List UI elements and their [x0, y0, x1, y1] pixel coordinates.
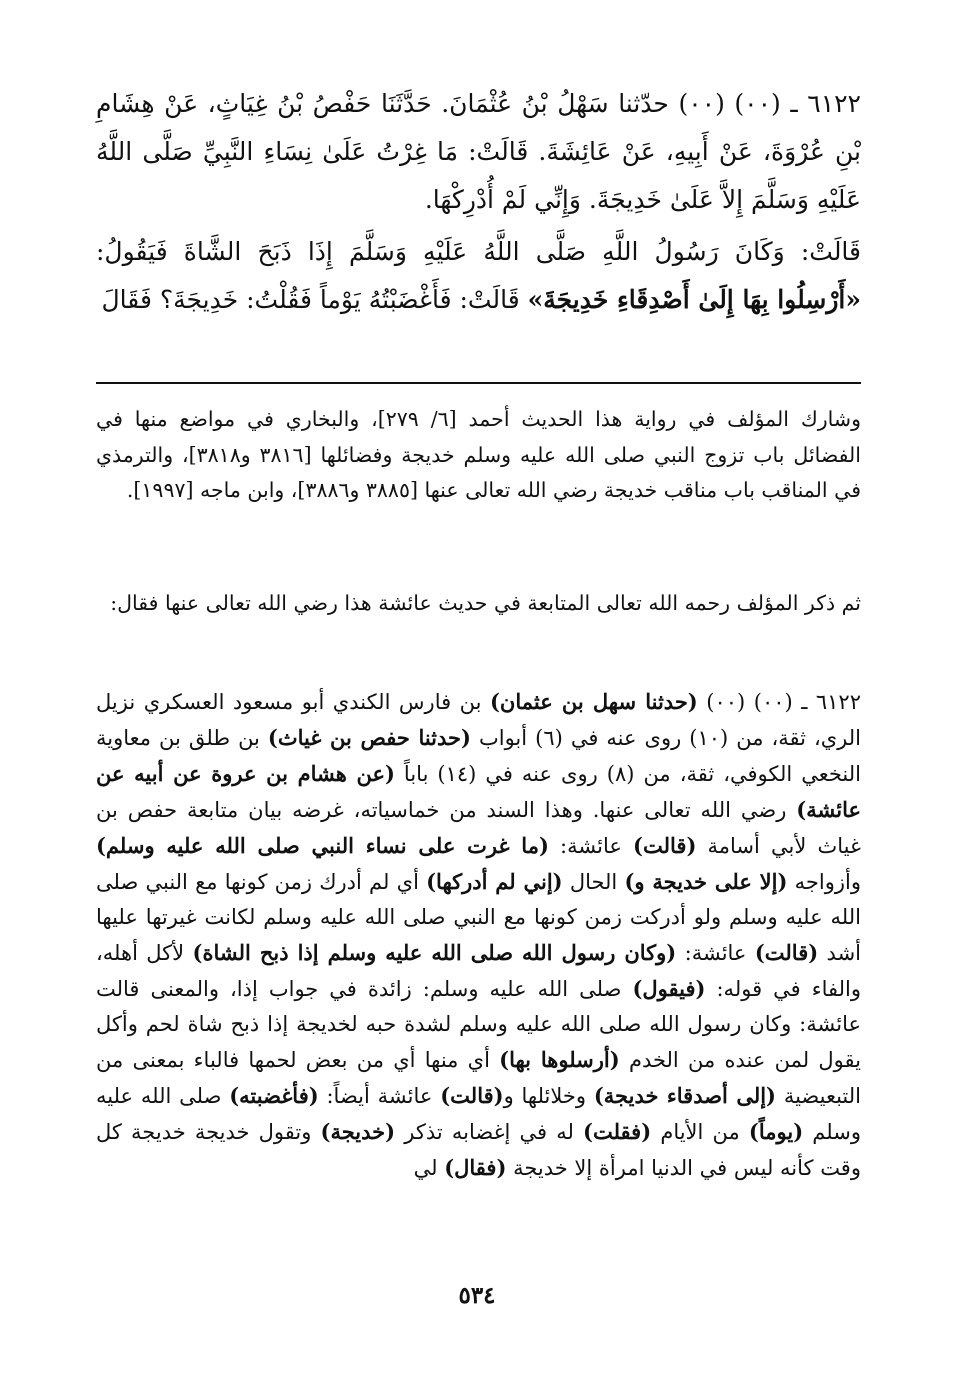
commentary-bold: (فيقول) [632, 976, 706, 1001]
commentary-bold: (فأغضبته) [229, 1083, 319, 1108]
commentary-text: بن طلق بن معاوية النخعي الكوفي، ثقة، من (٨) روى عنه في (١٤) باباً [96, 726, 861, 786]
commentary-text: وخلائلها و [503, 1084, 587, 1108]
commentary-text: ٦١٢٢ ـ (٠٠) (٠٠) [706, 690, 861, 714]
commentary-bold: (وكان رسول الله صلى الله عليه وسلم إذا ذبح الشاة) [192, 940, 677, 965]
mutaba-intro [96, 586, 861, 622]
commentary-bold: (قالت) [754, 940, 819, 965]
hadith-paragraph-2 [96, 228, 861, 324]
commentary-text: الحال [569, 870, 618, 894]
commentary-text: من الأيام [660, 1120, 740, 1144]
commentary-text: أي لم أدرك زمن كونها مع النبي صلى الله عليه وسلم ولو أدركت زمن كونها مع النبي صلى الله عليه وسلم لكانت غيرتها عليها أشد [96, 870, 861, 965]
commentary-bold: (إني لم أدركها) [426, 869, 563, 894]
mutaba-paragraph: ثم ذكر المؤلف رحمه الله تعالى المتابعة في حديث عائشة هذا رضي الله تعالى عنها فقال: [110, 591, 861, 615]
hadith-text-segment: قَالَتْ: فَأَغْضَبْتُهُ يَوْماً فَقُلْتُ: خَدِيجَةَ؟ فَقَالَ [101, 285, 520, 314]
commentary-text: وأزواجه [794, 870, 861, 894]
commentary-text: له في إغضابه تذكر [404, 1120, 574, 1144]
footnote-divider [96, 382, 861, 384]
commentary-text: أي منها أي من بعض لحمها فالباء بمعنى من التبعيضية [96, 1048, 861, 1108]
takhrij-paragraph: وشارك المؤلف في رواية هذا الحديث أحمد [٦/ ٢٧٩]، والبخاري في مواضع منها في الفضائل باب تزوج النبي صلى الله عليه وسلم خديجة وفضائلها [٣٨١٦ و٣٨١٨]، والترمذي في المناقب باب مناقب خديجة رضي الله تعالى عنها [٣٨٨٥ و٣٨٨٦]، وابن ماجه [١٩٩٧]. [96, 407, 861, 502]
commentary [96, 684, 861, 1186]
hadith-quote: «أَرْسِلُوا بِهَا إِلَىٰ أَصْدِقَاءِ خَدِيجَةَ» [527, 285, 861, 314]
commentary-bold: (حدثنا حفص بن غياث) [267, 725, 471, 750]
takhrij-note [96, 402, 861, 509]
commentary-text: عائشة: [560, 834, 622, 858]
commentary-text: صلى الله عليه وسلم: زائدة في جواب إذا، والمعنى قالت عائشة: وكان رسول الله صلى الله عليه وسلم لشدة حبه لخديجة إذا ذبح شاة لحم وأكل يقول لمن عنده من الخدم [96, 977, 861, 1072]
hadith-text-segment: قَالَتْ: وَكَانَ رَسُولُ اللَّهِ صَلَّى اللَّهُ عَلَيْهِ وَسَلَّمَ إِذَا ذَبَحَ الشَّاةَ فَيَقُولُ: [96, 237, 862, 266]
commentary-bold: (ما غرت على نساء النبي صلى الله عليه وسلم) [96, 833, 549, 858]
commentary-bold: (إلا على خديجة و) [624, 869, 788, 894]
commentary-bold: (فقلت) [583, 1119, 652, 1144]
hadith-text [96, 80, 861, 324]
commentary-text: بن فارس الكندي أبو مسعود العسكري نزيل الري، ثقة، من (١٠) روى عنه في (٦) أبواب [96, 690, 861, 750]
commentary-bold: (أرسلوها بها) [499, 1047, 620, 1072]
commentary-paragraph [96, 684, 861, 1186]
commentary-bold: (خديجة) [320, 1119, 396, 1144]
commentary-bold: (عن هشام بن عروة عن أبيه عن عائشة) [96, 761, 861, 822]
page-number: ٥٣٤ [458, 1282, 496, 1309]
commentary-bold: (قالت) [633, 833, 697, 858]
commentary-bold: (فقال) [444, 1155, 507, 1180]
commentary-bold: (يوماً) [748, 1119, 804, 1144]
commentary-bold: (حدثنا سهل بن عثمان) [490, 689, 698, 714]
hadith-paragraph-1: ٦١٢٢ ـ (٠٠) (٠٠) حدّثنا سَهْلُ بْنُ عُثْمَانَ. حَدَّثَنَا حَفْصُ بْنُ غِيَاثٍ، عَنْ هِشَامِ بْنِ عُرْوَةَ، عَنْ أَبِيهِ، عَنْ عَائِشَةَ. قَالَتْ: مَا غِرْتُ عَلَىٰ نِسَاءِ النَّبِيِّ صَلَّى اللَّهُ عَلَيْهِ وَسَلَّمَ إِلاَّ عَلَىٰ خَدِيجَةَ. وَإِنِّي لَمْ أُدْرِكْهَا. [96, 89, 861, 214]
commentary-text: عائشة أيضاً: [326, 1084, 433, 1108]
commentary-bold: (قالت) [440, 1083, 504, 1108]
commentary-text: لي [413, 1156, 438, 1180]
commentary-text: لأكل أهله، والفاء في قوله: [96, 941, 861, 1001]
commentary-text: وتقول خديجة خديجة كل وقت كأنه ليس في الدنيا امرأة إلا خديجة [96, 1120, 861, 1180]
commentary-text: عائشة: [684, 941, 747, 965]
commentary-bold: (إلى أصدقاء خديجة) [593, 1083, 776, 1108]
commentary-text: رضي الله تعالى عنها. وهذا السند من خماسياته، غرضه بيان متابعة حفص بن غياث لأبي أسامة [96, 798, 861, 858]
commentary-text: صلى الله عليه وسلم [96, 1084, 861, 1144]
